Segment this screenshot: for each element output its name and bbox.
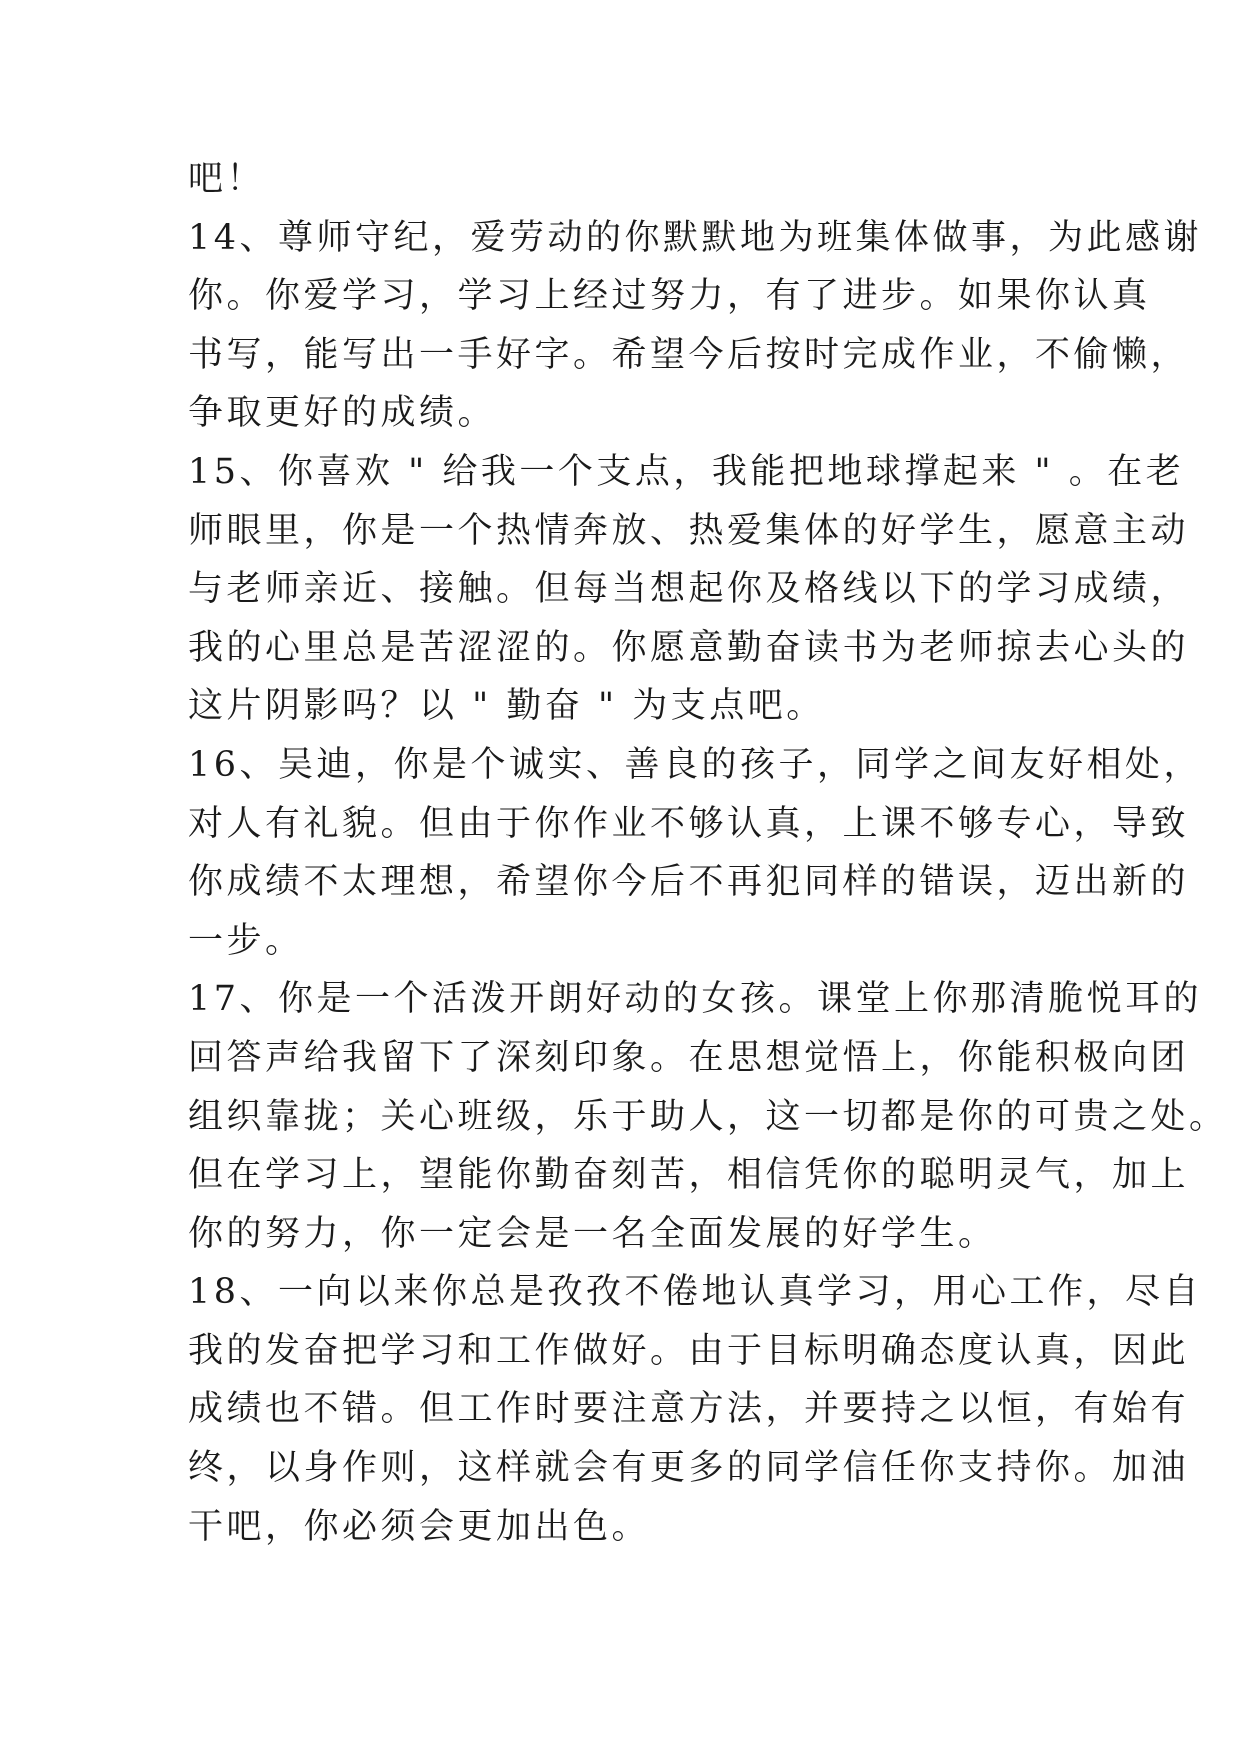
text-line: 但在学习上，望能你勤奋刻苦，相信凭你的聪明灵气，加上 bbox=[188, 1155, 1190, 1196]
text-line: 我的发奋把学习和工作做好。由于目标明确态度认真，因此 bbox=[188, 1330, 1190, 1371]
text-line: 组织靠拢；关心班级，乐于助人，这一切都是你的可贵之处。 bbox=[188, 1096, 1228, 1137]
text-line: 对人有礼貌。但由于你作业不够认真，上课不够专心，导致 bbox=[188, 803, 1190, 844]
text-line: 书写，能写出一手好字。希望今后按时完成作业，不偷懒， bbox=[188, 334, 1190, 375]
text-line: 15、你喜欢 " 给我一个支点，我能把地球撑起来 " 。在老 bbox=[188, 451, 1185, 492]
text-line: 一步。 bbox=[188, 920, 304, 961]
text-line: 17、你是一个活泼开朗好动的女孩。课堂上你那清脆悦耳的 bbox=[188, 979, 1203, 1020]
document-body bbox=[188, 150, 1228, 1556]
text-line: 争取更好的成绩。 bbox=[188, 393, 497, 434]
text-line: 我的心里总是苦涩涩的。你愿意勤奋读书为老师掠去心头的 bbox=[188, 627, 1190, 668]
text-line: 终，以身作则，这样就会有更多的同学信任你支持你。加油 bbox=[188, 1448, 1190, 1489]
paragraph-15 bbox=[188, 443, 1190, 736]
text-line: 成绩也不错。但工作时要注意方法，并要持之以恒，有始有 bbox=[188, 1389, 1190, 1430]
text-line: 回答声给我留下了深刻印象。在思想觉悟上，你能积极向团 bbox=[188, 1037, 1190, 1078]
paragraph-continuation bbox=[188, 150, 1054, 209]
paragraph-14 bbox=[188, 209, 1203, 443]
text-line: 干吧，你必须会更加出色。 bbox=[188, 1506, 651, 1547]
text-line: 14、尊师守纪，爱劳动的你默默地为班集体做事，为此感谢 bbox=[188, 217, 1203, 258]
text-line: 师眼里，你是一个热情奔放、热爱集体的好学生，愿意主动 bbox=[188, 510, 1190, 551]
paragraph-16 bbox=[188, 736, 1203, 970]
text-line: 与老师亲近、接触。但每当想起你及格线以下的学习成绩， bbox=[188, 569, 1190, 610]
text-line: 16、吴迪，你是个诚实、善良的孩子，同学之间友好相处， bbox=[188, 744, 1203, 785]
paragraph-17 bbox=[188, 970, 1228, 1263]
text-line: 吧！ bbox=[188, 159, 266, 199]
paragraph-18 bbox=[188, 1263, 1203, 1556]
text-line: 你成绩不太理想，希望你今后不再犯同样的错误，迈出新的 bbox=[188, 862, 1190, 903]
text-line: 18、一向以来你总是孜孜不倦地认真学习，用心工作，尽自 bbox=[188, 1272, 1203, 1313]
text-line: 这片阴影吗？以 " 勤奋 " 为支点吧。 bbox=[188, 686, 825, 727]
text-line: 你的努力，你一定会是一名全面发展的好学生。 bbox=[188, 1213, 997, 1254]
text-line: 你。你爱学习，学习上经过努力，有了进步。如果你认真 bbox=[188, 276, 1151, 317]
